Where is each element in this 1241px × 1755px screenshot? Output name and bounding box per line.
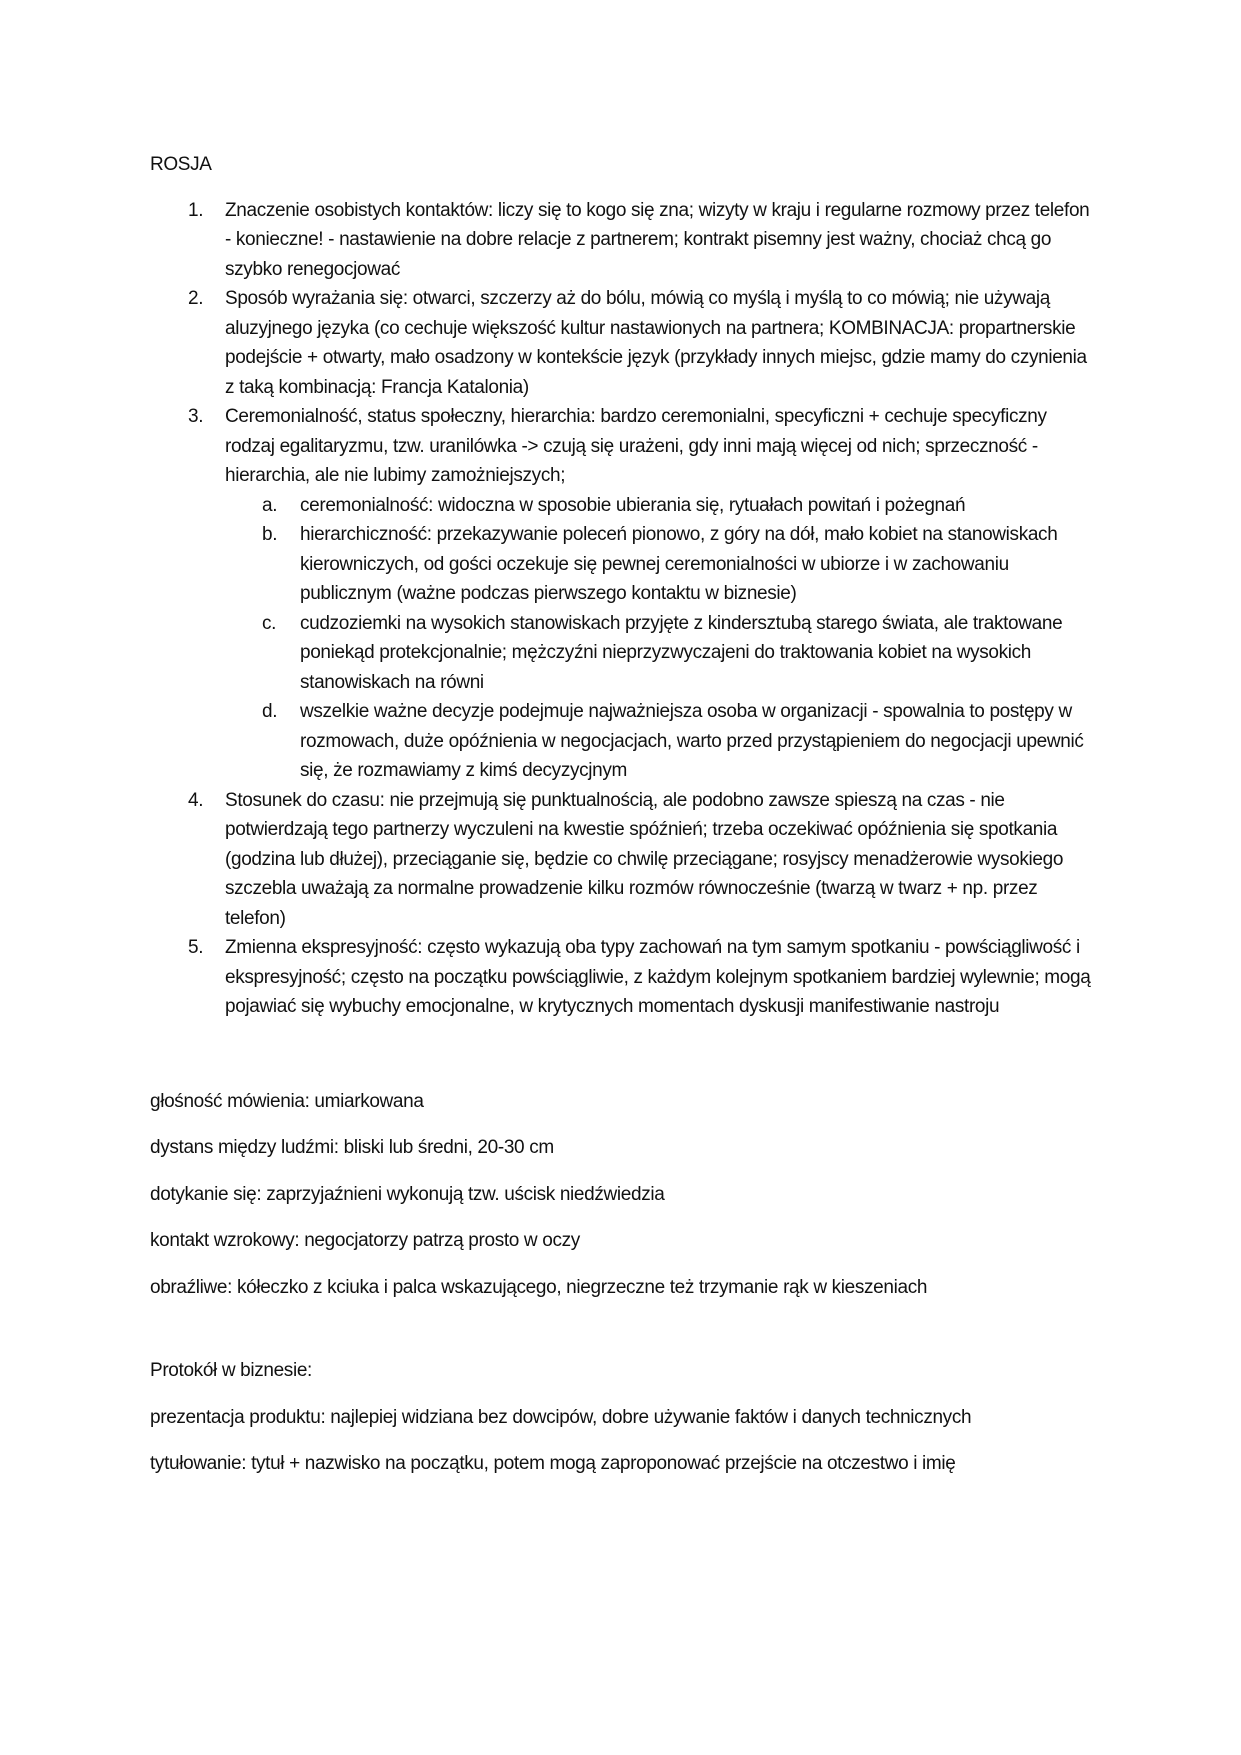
sublist-item-text: ceremonialność: widoczna w sposobie ubierania się, rytuałach powitań i pożegnań xyxy=(300,494,966,516)
sublist-letter: b. xyxy=(262,524,278,545)
list-item xyxy=(150,933,1100,1022)
protocol-line: tytułowanie: tytuł + nazwisko na początku, potem mogą zaproponować przejście na otczestwo i imię xyxy=(150,1453,956,1474)
list-number: 1. xyxy=(188,199,204,221)
list-item xyxy=(150,196,1100,285)
fact-line: dystans między ludźmi: bliski lub średni, 20-30 cm xyxy=(150,1137,554,1158)
list-number: 3. xyxy=(188,406,204,427)
list-number: 5. xyxy=(188,937,204,958)
sublist-item-text: wszelkie ważne decyzje podejmuje najważniejsza osoba w organizacji - spowalnia to postępy w rozmowach, duże opóźnienia w negocjacjach, warto przed przystąpieniem do negocjacji upewnić się, że rozmawiamy z kimś decyzycjnym xyxy=(300,701,1084,781)
sublist-item xyxy=(225,697,1100,786)
sublist-item xyxy=(225,491,1100,521)
sublist-item xyxy=(225,520,1100,609)
list-item xyxy=(150,402,1100,786)
sublist-item-text: cudzoziemki na wysokich stanowiskach przyjęte z kindersztubą starego świata, ale traktowane poniekąd protekcjonalnie; mężczyźni nieprzyzwyczajeni do traktowania kobiet na wysokich stanowiskach na równi xyxy=(300,612,1063,693)
document-content xyxy=(150,150,1100,1496)
lettered-sublist xyxy=(225,491,1100,786)
sublist-letter: d. xyxy=(262,701,278,722)
list-item-text: Zmienna ekspresyjność: często wykazują oba typy zachowań na tym samym spotkaniu - powściągliwość i ekspresyjność; często na początku powściągliwie, z każdym kolejnym spotkaniem bardziej wylewnie; mogą pojawiać się wybuchy emocjonalne, w krytycznych momentach dyskusji manifestiwanie nastroju xyxy=(225,937,1091,1017)
list-item-text: Stosunek do czasu: nie przejmują się punktualnością, ale podobno zawsze spieszą na czas - nie potwierdzają tego partnerzy wyczuleni na kwestie spóźnień; trzeba oczekiwać opóźnienia się spotkania (godzina lub dłużej), przeciąganie się, będzie co chwilę przeciągane; rosyjscy menadżerowie wysokiego szczebla uważają za normalne prowadzenie kilku rozmów równocześnie (twarzą w twarz + np. przez telefon) xyxy=(225,789,1064,929)
protocol-line: prezentacja produktu: najlepiej widziana bez dowcipów, dobre używanie faktów i danych technicznych xyxy=(150,1406,972,1428)
facts-section xyxy=(150,1087,1100,1303)
fact-line: obraźliwe: kółeczko z kciuka i palca wskazującego, niegrzeczne też trzymanie rąk w kieszeniach xyxy=(150,1276,928,1298)
protocol-section xyxy=(150,1356,1100,1479)
fact-line: głośność mówienia: umiarkowana xyxy=(150,1090,424,1112)
list-item-text: Sposób wyrażania się: otwarci, szczerzy aż do bólu, mówią co myślą i myślą to co mówią; nie używają aluzyjnego języka (co cechuje większość kultur nastawionych na partnera; KOMBINACJA: propartnerskie podejście + otwarty, mało osadzony w kontekście język (przykłady innych miejsc, gdzie mamy do czynienia z taką kombinacją: Francja Katalonia) xyxy=(225,288,1087,398)
list-number: 4. xyxy=(188,789,204,811)
list-item-text: Ceremonialność, status społeczny, hierarchia: bardzo ceremonialni, specyficzni + cechuje specyficzny rodzaj egalitaryzmu, tzw. uranilówka -> czują się urażeni, gdy inni mają więcej od nich; sprzeczność - hierarchia, ale nie lubimy zamożniejszych; xyxy=(225,406,1047,486)
fact-line: kontakt wzrokowy: negocjatorzy patrzą prosto w oczy xyxy=(150,1230,580,1251)
list-item-text: Znaczenie osobistych kontaktów: liczy się to kogo się zna; wizyty w kraju i regularne rozmowy przez telefon - konieczne! - nastawienie na dobre relacje z partnerem; kontrakt pisemny jest ważny, chociaż chcą go szybko renegocjować xyxy=(225,199,1090,280)
numbered-list xyxy=(150,196,1100,1022)
list-item xyxy=(150,786,1100,934)
sublist-item-text: hierarchiczność: przekazywanie poleceń pionowo, z góry na dół, mało kobiet na stanowiskach kierowniczych, od gości oczekuje się pewnej ceremonialności w ubiorze i w zachowaniu publicznym (ważne podczas pierwszego kontaktu w biznesie) xyxy=(300,524,1058,604)
document-title: ROSJA xyxy=(150,154,212,175)
sublist-letter: a. xyxy=(262,494,278,516)
protocol-heading: Protokół w biznesie: xyxy=(150,1360,312,1381)
sublist-item xyxy=(225,609,1100,698)
fact-line: dotykanie się: zaprzyjaźnieni wykonują tzw. uścisk niedźwiedzia xyxy=(150,1183,665,1205)
sublist-letter: c. xyxy=(262,612,277,634)
list-item xyxy=(150,284,1100,402)
list-number: 2. xyxy=(188,288,204,309)
